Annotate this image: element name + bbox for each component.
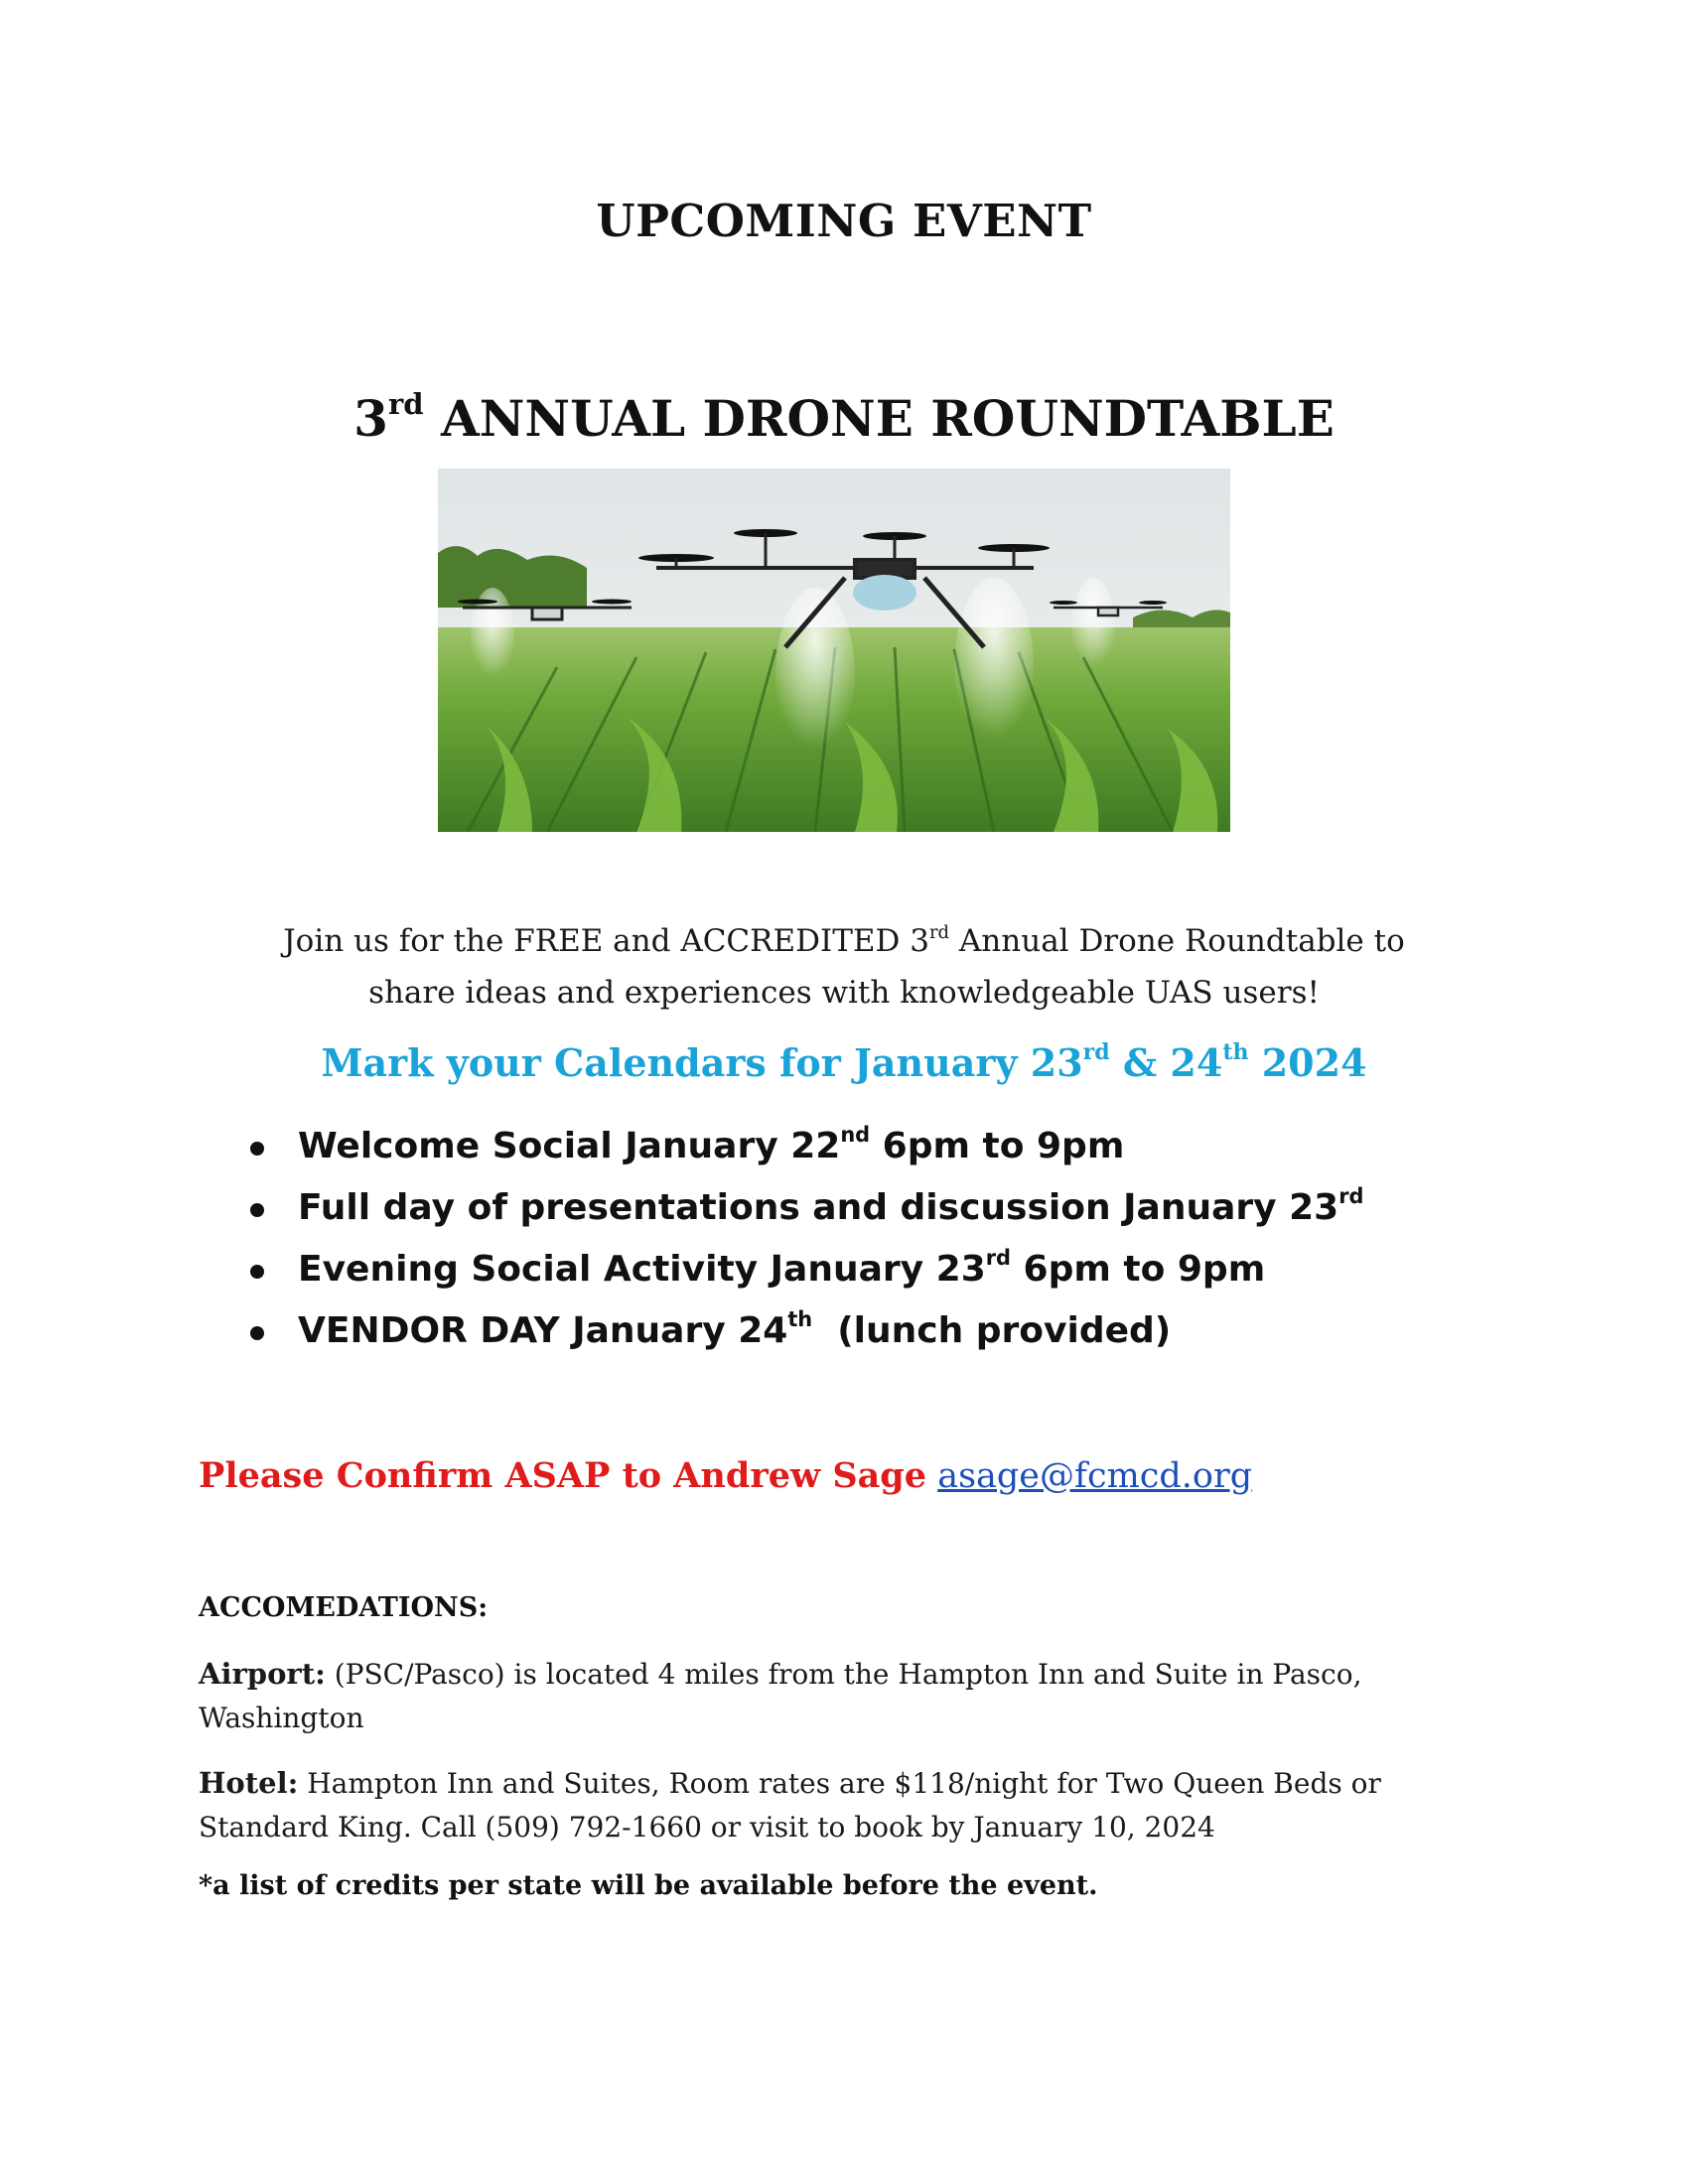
mark-text: 2024 (1248, 1040, 1367, 1085)
intro-line-2: share ideas and experiences with knowledgeable UAS users! (368, 975, 1320, 1011)
mark-text: Mark your Calendars for January 23 (321, 1040, 1083, 1085)
item-text: 6pm to 9pm (870, 1126, 1125, 1166)
intro-paragraph (0, 915, 1688, 1019)
title-text: ANNUAL DRONE ROUNDTABLE (423, 389, 1335, 448)
bullet-icon (250, 1326, 264, 1340)
list-item (248, 1300, 1539, 1362)
bullet-icon (250, 1203, 264, 1217)
item-text: Full day of presentations and discussion January 23 (298, 1187, 1339, 1228)
item-text: VENDOR DAY January 24 (298, 1310, 788, 1351)
upcoming-event-heading: UPCOMING EVENT (596, 195, 1092, 247)
schedule-list (248, 1116, 1539, 1362)
item-ordinal: th (787, 1307, 813, 1332)
list-item (248, 1239, 1539, 1300)
bullet-icon (250, 1142, 264, 1156)
item-ordinal: rd (1338, 1184, 1364, 1209)
intro-ordinal: rd (928, 921, 950, 943)
hotel-paragraph (199, 1761, 1450, 1849)
item-text: 6pm to 9pm (1011, 1249, 1266, 1290)
item-ordinal: nd (840, 1123, 871, 1148)
confirm-text: Please Confirm ASAP to Andrew Sage (199, 1455, 927, 1496)
item-text: (lunch provided) (812, 1310, 1172, 1351)
intro-text: Annual Drone Roundtable to (949, 923, 1405, 959)
hotel-label: Hotel: (199, 1766, 299, 1800)
airport-label: Airport: (199, 1657, 326, 1691)
list-item (248, 1116, 1539, 1177)
title-ordinal: rd (387, 387, 424, 422)
mark-ordinal: th (1222, 1039, 1249, 1066)
list-item (248, 1177, 1539, 1239)
item-ordinal: rd (985, 1246, 1011, 1271)
calendar-dates (0, 1040, 1688, 1085)
intro-line-1 (0, 915, 1688, 967)
email-link[interactable]: asage@fcmcd.org (937, 1456, 1253, 1496)
intro-text: Join us for the FREE and ACCREDITED 3 (283, 923, 929, 959)
bullet-icon (250, 1265, 264, 1279)
event-title (0, 389, 1688, 448)
airport-paragraph (199, 1652, 1450, 1740)
airport-text: (PSC/Pasco) is located 4 miles from the Hampton Inn and Suite in Pasco, Washington (199, 1658, 1362, 1734)
item-text: Evening Social Activity January 23 (298, 1249, 986, 1290)
drone-cornfield-photo (438, 469, 1230, 832)
credits-note: *a list of credits per state will be available before the event. (199, 1870, 1098, 1901)
mark-text: & 24 (1109, 1040, 1223, 1085)
accommodations-heading: ACCOMEDATIONS: (199, 1592, 489, 1623)
mark-ordinal: rd (1082, 1039, 1110, 1066)
title-number: 3 (353, 389, 388, 448)
hotel-text: Hampton Inn and Suites, Room rates are $118/night for Two Queen Beds or Standard King. Call (509) 792-1660 or visit to book by January 10, 2024 (199, 1767, 1381, 1843)
confirm-line (199, 1455, 1489, 1496)
item-text: Welcome Social January 22 (298, 1126, 841, 1166)
